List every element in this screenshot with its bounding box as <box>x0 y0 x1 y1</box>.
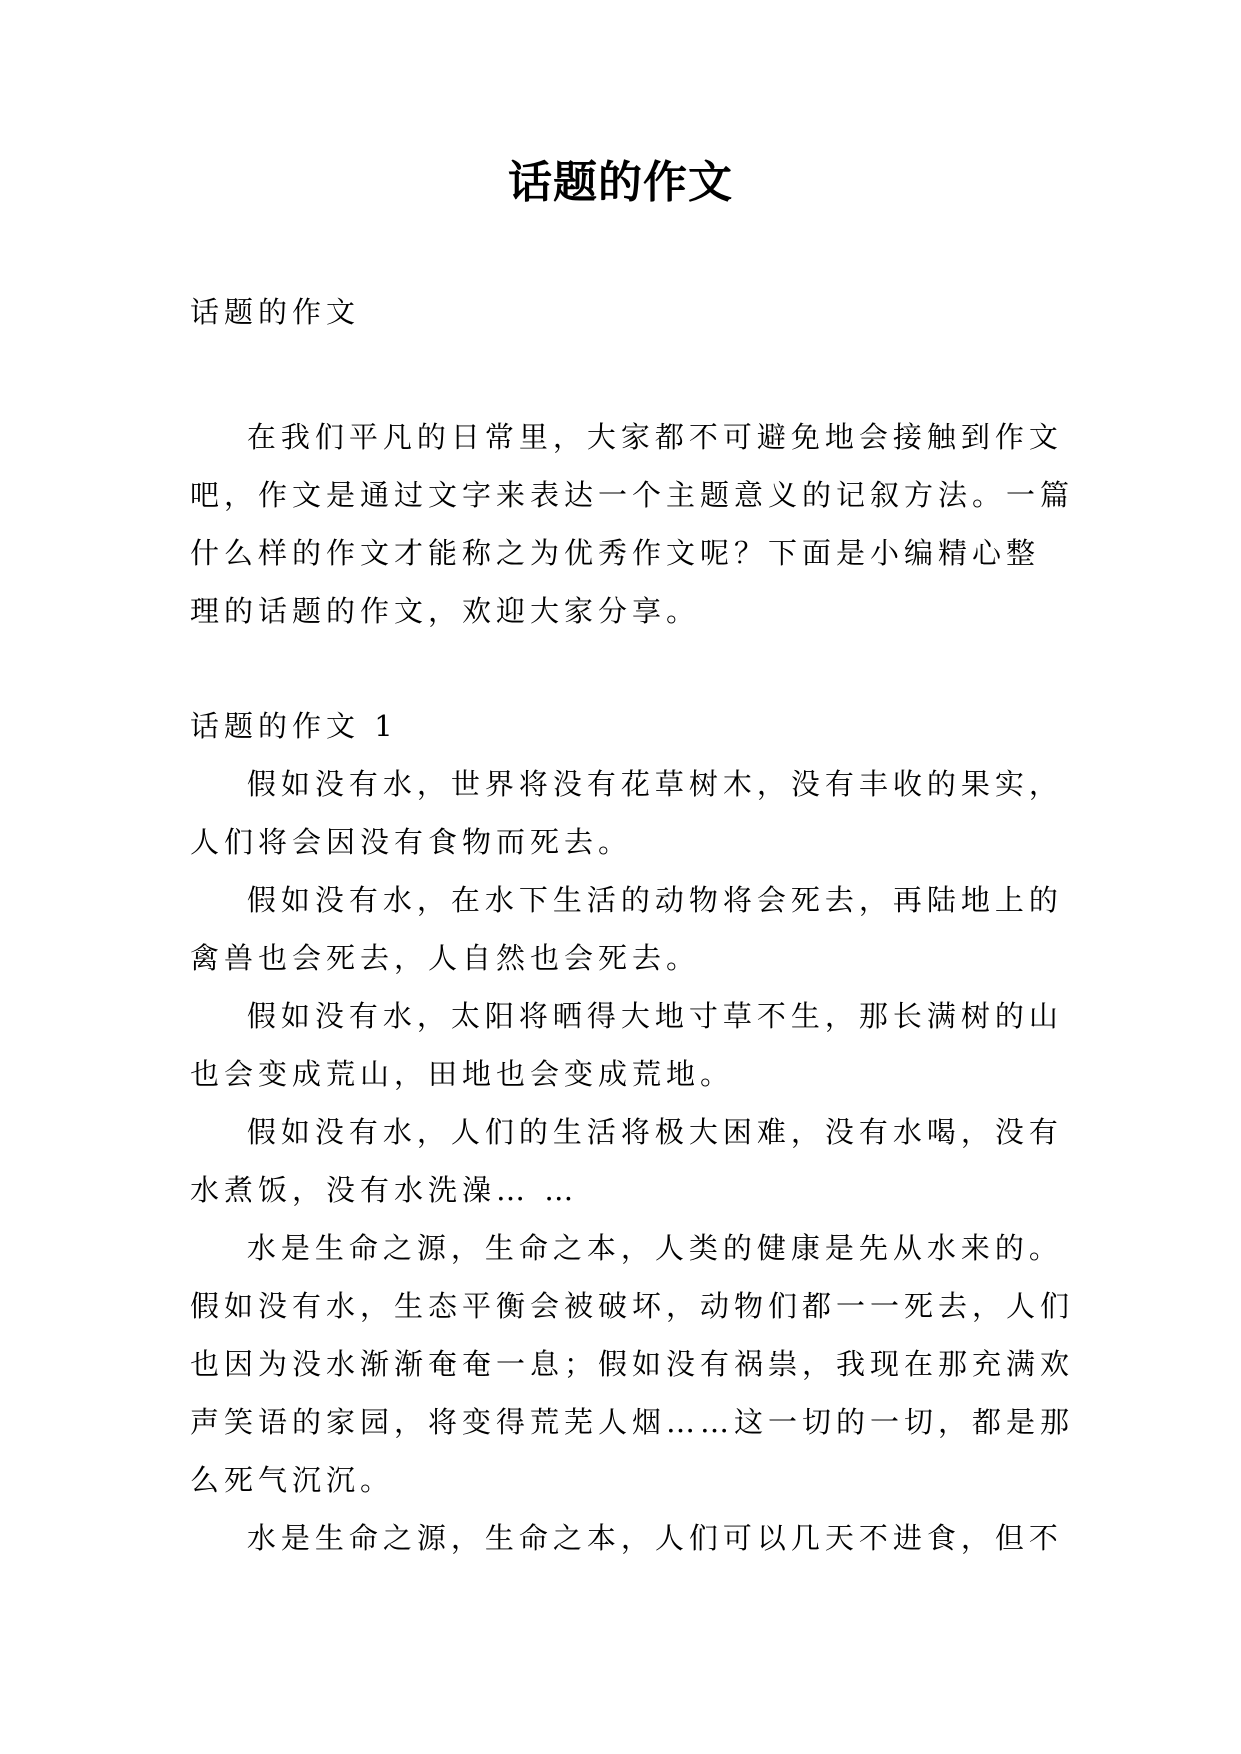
intro-paragraph <box>190 408 1075 640</box>
text-line: 水是生命之源，生命之本，人类的健康是先从水来的。 <box>190 1231 1063 1265</box>
text-line: 假如没有水，太阳将晒得大地寸草不生，那长满树的山 <box>190 999 1063 1033</box>
text-line: 假如没有水，在水下生活的动物将会死去，再陆地上的 <box>190 883 1063 917</box>
document-subtitle: 话题的作文 <box>190 295 361 329</box>
text-line: 声笑语的家园，将变得荒芜人烟……这一切的一切，都是那 <box>190 1405 1075 1439</box>
text-line: 假如没有水，人们的生活将极大困难，没有水喝，没有 <box>190 1115 1063 1149</box>
text-line: 吧，作文是通过文字来表达一个主题意义的记叙方法。一篇 <box>190 478 1075 512</box>
text-line: 假如没有水，生态平衡会被破坏，动物们都一一死去，人们 <box>190 1289 1075 1323</box>
essay-body <box>190 697 1075 1567</box>
text-line: 在我们平凡的日常里，大家都不可避免地会接触到作文 <box>190 420 1063 454</box>
text-line: 人们将会因没有食物而死去。 <box>190 825 633 859</box>
text-line: 么死气沉沉。 <box>190 1463 395 1497</box>
document-title: 话题的作文 <box>508 157 733 208</box>
essay-heading: 话题的作文 1 <box>190 709 398 743</box>
text-line: 理的话题的作文，欢迎大家分享。 <box>190 594 701 628</box>
text-line: 水是生命之源，生命之本，人们可以几天不进食，但不 <box>190 1521 1063 1555</box>
text-line: 也会变成荒山，田地也会变成荒地。 <box>190 1057 735 1091</box>
text-line: 假如没有水，世界将没有花草树木，没有丰收的果实， <box>190 767 1063 801</box>
text-line: 什么样的作文才能称之为优秀作文呢？下面是小编精心整 <box>190 536 1041 570</box>
text-line: 水煮饭，没有水洗澡… … <box>190 1173 579 1207</box>
text-line: 禽兽也会死去，人自然也会死去。 <box>190 941 701 975</box>
text-line: 也因为没水渐渐奄奄一息；假如没有祸祟，我现在那充满欢 <box>190 1347 1075 1381</box>
